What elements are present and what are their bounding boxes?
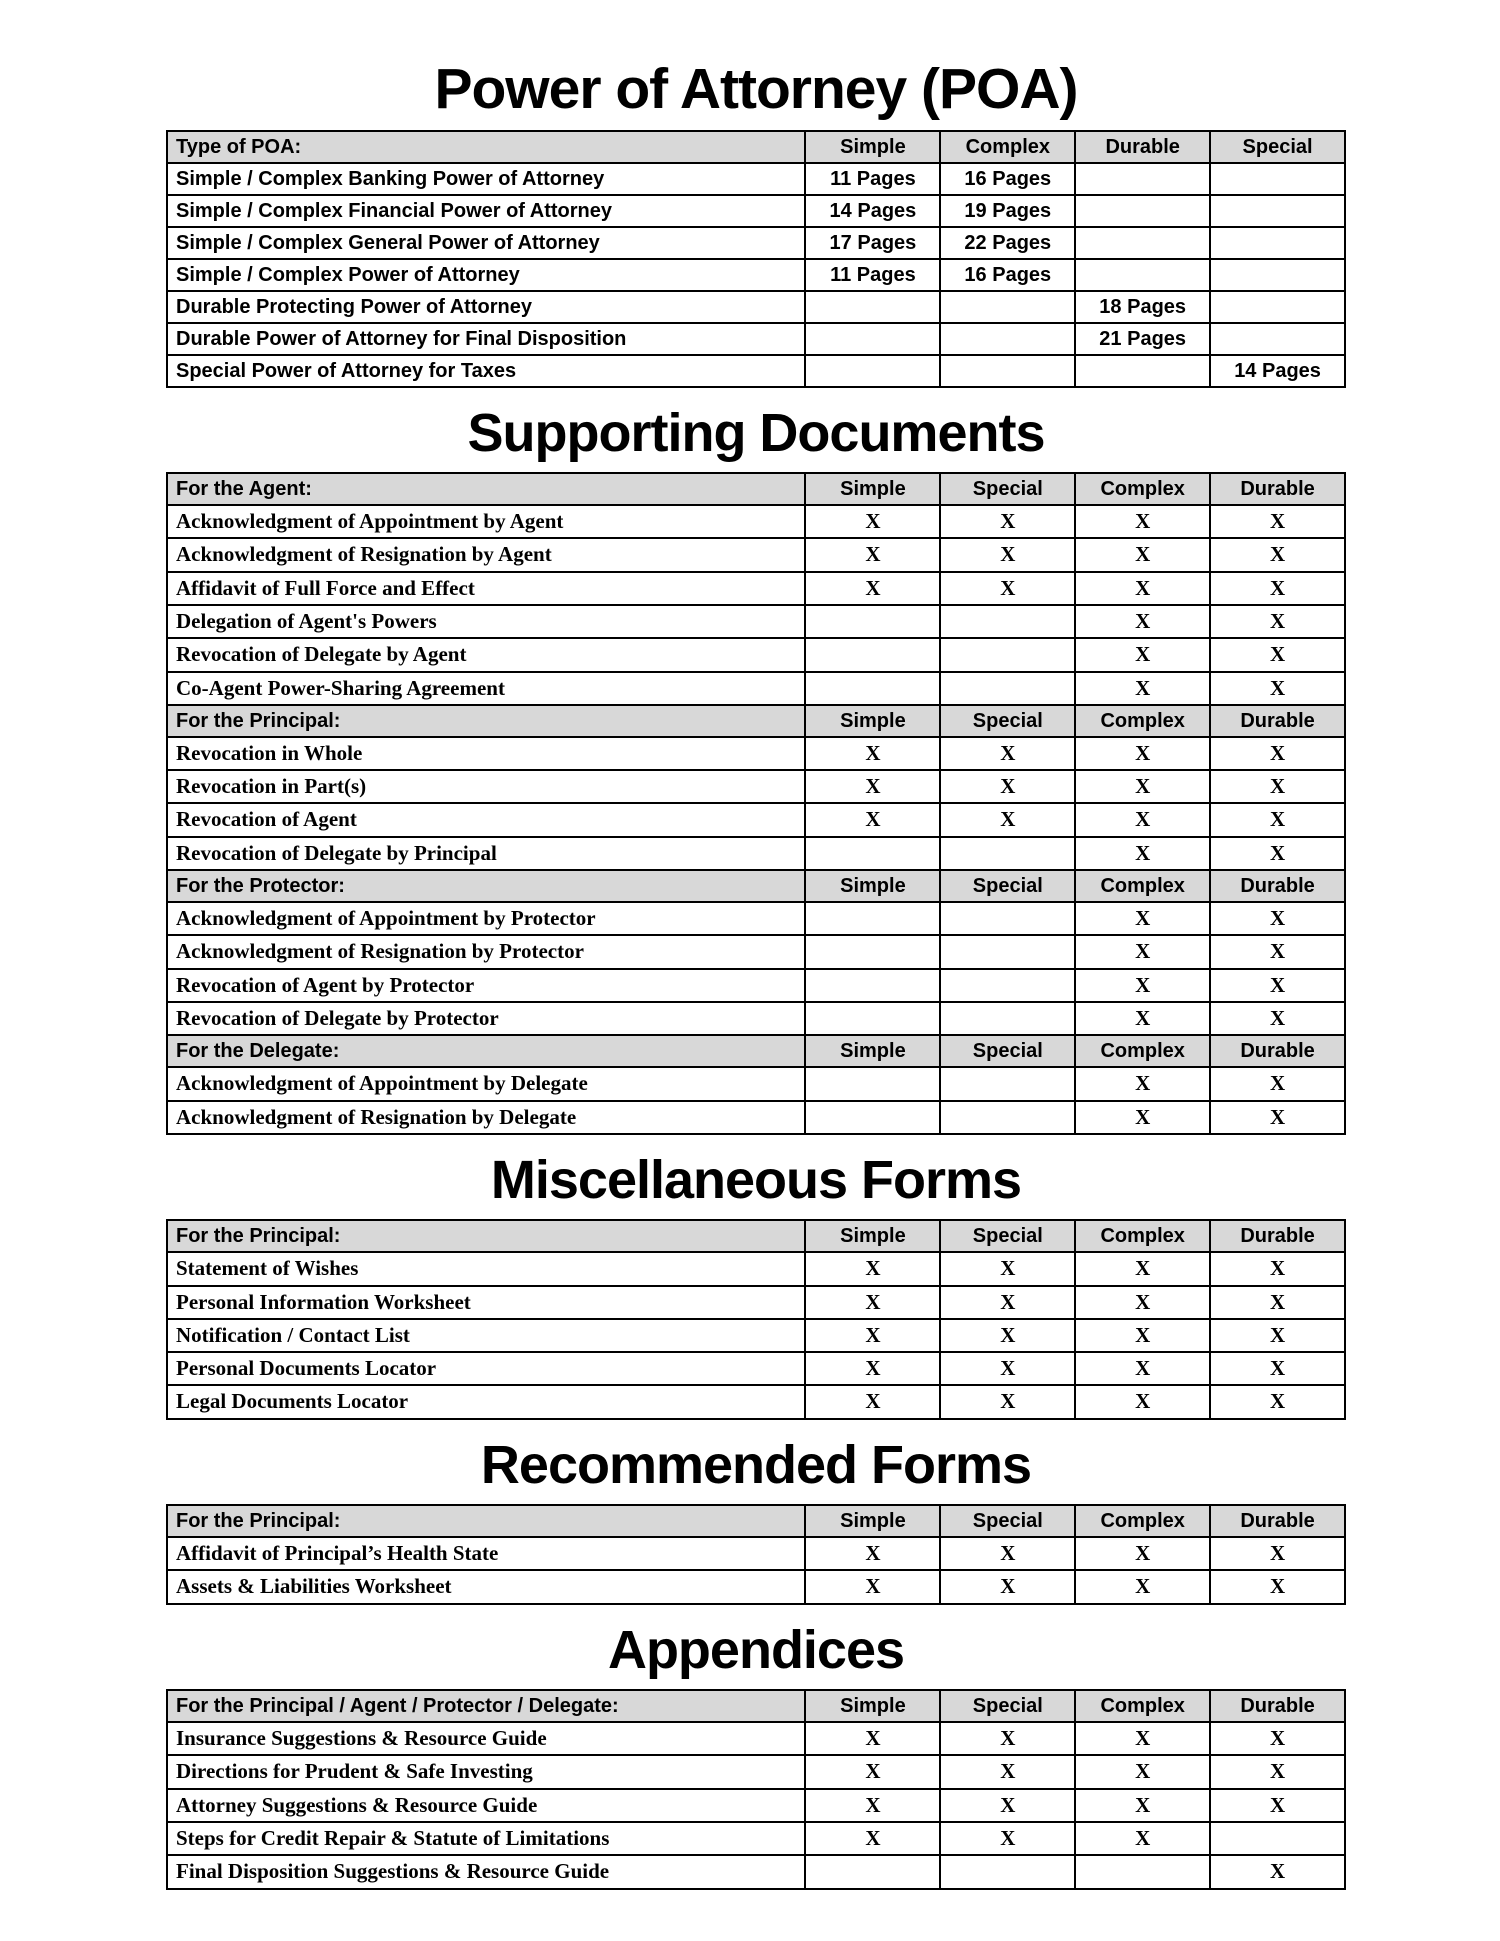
row-value [940, 638, 1075, 671]
row-value: X [940, 1319, 1075, 1352]
miscellaneous-table [166, 1219, 1346, 1419]
column-header: Special [940, 1505, 1075, 1537]
row-value: X [1210, 572, 1345, 605]
supporting-table [166, 472, 1346, 1135]
row-value: X [940, 737, 1075, 770]
appendices-table [166, 1689, 1346, 1889]
row-value: 16 Pages [940, 163, 1075, 195]
row-label: Revocation in Part(s) [167, 770, 805, 803]
row-value [805, 323, 940, 355]
row-value: X [1210, 1570, 1345, 1603]
row-value: X [805, 572, 940, 605]
table-row [167, 1101, 1345, 1134]
row-value: 11 Pages [805, 163, 940, 195]
group-header-label: For the Delegate: [167, 1035, 805, 1067]
row-value: 14 Pages [805, 195, 940, 227]
table-row [167, 737, 1345, 770]
table-row [167, 1385, 1345, 1418]
column-header: Complex [1075, 705, 1210, 737]
group-header-label: For the Principal / Agent / Protector / Delegate: [167, 1690, 805, 1722]
row-value [805, 902, 940, 935]
row-value [940, 355, 1075, 387]
row-value: X [940, 1570, 1075, 1603]
column-header: Complex [1075, 1220, 1210, 1252]
row-value: X [805, 770, 940, 803]
row-label: Personal Information Worksheet [167, 1286, 805, 1319]
row-value: X [940, 505, 1075, 538]
row-label: Personal Documents Locator [167, 1352, 805, 1385]
column-header: Complex [1075, 1505, 1210, 1537]
row-value: X [1075, 1755, 1210, 1788]
row-value: X [1075, 969, 1210, 1002]
row-label: Steps for Credit Repair & Statute of Limitations [167, 1822, 805, 1855]
row-value: X [1075, 672, 1210, 705]
row-value: X [805, 1789, 940, 1822]
column-header: Special [940, 473, 1075, 505]
row-value: X [1075, 605, 1210, 638]
row-value: X [1210, 1319, 1345, 1352]
table-header-row [167, 705, 1345, 737]
row-value [940, 935, 1075, 968]
row-value [1075, 355, 1210, 387]
row-label: Revocation in Whole [167, 737, 805, 770]
section-poa [166, 58, 1346, 388]
row-label: Notification / Contact List [167, 1319, 805, 1352]
table-header-row [167, 1220, 1345, 1252]
table-row [167, 1570, 1345, 1603]
row-value: X [940, 1789, 1075, 1822]
table-header-row [167, 473, 1345, 505]
table-row [167, 323, 1345, 355]
row-value: X [1210, 1067, 1345, 1100]
row-label: Revocation of Agent by Protector [167, 969, 805, 1002]
row-label: Final Disposition Suggestions & Resource Guide [167, 1855, 805, 1888]
column-header: Simple [805, 131, 940, 163]
row-value: X [940, 803, 1075, 836]
row-value: X [1075, 1286, 1210, 1319]
row-value [940, 291, 1075, 323]
row-value: X [805, 538, 940, 571]
row-value [805, 638, 940, 671]
row-value: X [805, 1385, 940, 1418]
row-value: X [805, 1755, 940, 1788]
row-value: X [1210, 737, 1345, 770]
section-title-poa: Power of Attorney (POA) [434, 57, 1078, 121]
table-row [167, 291, 1345, 323]
row-value: X [1075, 1385, 1210, 1418]
row-value: X [1075, 902, 1210, 935]
row-value: X [1210, 638, 1345, 671]
row-value: X [940, 770, 1075, 803]
row-value: X [805, 1822, 940, 1855]
row-value: X [940, 1385, 1075, 1418]
row-value: X [805, 803, 940, 836]
row-value [805, 291, 940, 323]
column-header: Special [1210, 131, 1345, 163]
table-header-row [167, 1505, 1345, 1537]
column-header: Simple [805, 1690, 940, 1722]
row-value: X [1210, 605, 1345, 638]
row-value: X [805, 737, 940, 770]
row-label: Acknowledgment of Appointment by Protector [167, 902, 805, 935]
row-value: X [1075, 505, 1210, 538]
row-value: X [1075, 1570, 1210, 1603]
row-label: Affidavit of Principal’s Health State [167, 1537, 805, 1570]
table-row [167, 770, 1345, 803]
column-header: Durable [1210, 1690, 1345, 1722]
row-value: X [1210, 1789, 1345, 1822]
row-label: Durable Protecting Power of Attorney [167, 291, 805, 323]
row-value: X [805, 1352, 940, 1385]
column-header: Durable [1075, 131, 1210, 163]
row-value: X [805, 1286, 940, 1319]
table-row [167, 1252, 1345, 1285]
row-value: X [1075, 737, 1210, 770]
row-value: X [1075, 1002, 1210, 1035]
row-value: X [805, 1722, 940, 1755]
table-row [167, 227, 1345, 259]
row-label: Acknowledgment of Resignation by Protector [167, 935, 805, 968]
row-label: Simple / Complex General Power of Attorney [167, 227, 805, 259]
row-value [805, 355, 940, 387]
row-value: X [940, 1537, 1075, 1570]
row-value: X [1210, 770, 1345, 803]
row-value: X [1210, 672, 1345, 705]
column-header: Simple [805, 1035, 940, 1067]
row-value [805, 1101, 940, 1134]
column-header: Simple [805, 1505, 940, 1537]
group-header-label: For the Principal: [167, 1220, 805, 1252]
table-row [167, 672, 1345, 705]
table-row [167, 355, 1345, 387]
row-label: Acknowledgment of Appointment by Agent [167, 505, 805, 538]
column-header: Special [940, 1035, 1075, 1067]
row-value: X [1075, 1319, 1210, 1352]
row-label: Revocation of Delegate by Protector [167, 1002, 805, 1035]
row-value: X [1210, 1537, 1345, 1570]
column-header: Special [940, 870, 1075, 902]
table-header-row [167, 1035, 1345, 1067]
row-value: X [940, 538, 1075, 571]
row-value: X [1210, 1101, 1345, 1134]
row-value: 22 Pages [940, 227, 1075, 259]
column-header: Durable [1210, 1220, 1345, 1252]
recommended-table [166, 1504, 1346, 1605]
row-value [1075, 195, 1210, 227]
row-value [805, 1002, 940, 1035]
row-value [940, 323, 1075, 355]
row-value: X [1075, 1101, 1210, 1134]
row-label: Acknowledgment of Resignation by Delegate [167, 1101, 805, 1134]
section-appendices [166, 1621, 1346, 1890]
row-value: X [1210, 1722, 1345, 1755]
row-value: X [940, 1722, 1075, 1755]
row-value [1075, 259, 1210, 291]
section-supporting [166, 404, 1346, 1135]
row-value [940, 1067, 1075, 1100]
row-value: X [1210, 1002, 1345, 1035]
row-label: Affidavit of Full Force and Effect [167, 572, 805, 605]
row-value: X [940, 1286, 1075, 1319]
row-value: X [940, 1755, 1075, 1788]
row-value: 17 Pages [805, 227, 940, 259]
section-recommended [166, 1436, 1346, 1605]
row-label: Acknowledgment of Resignation by Agent [167, 538, 805, 571]
row-value [1075, 163, 1210, 195]
row-value: X [1075, 1822, 1210, 1855]
row-value: X [1210, 969, 1345, 1002]
row-value [805, 969, 940, 1002]
row-value [1210, 227, 1345, 259]
table-row [167, 1537, 1345, 1570]
row-value: 11 Pages [805, 259, 940, 291]
table-header-row [167, 131, 1345, 163]
row-value [805, 672, 940, 705]
row-value: X [940, 1352, 1075, 1385]
row-label: Revocation of Delegate by Principal [167, 837, 805, 870]
row-value: X [940, 1252, 1075, 1285]
row-label: Simple / Complex Financial Power of Attorney [167, 195, 805, 227]
row-label: Attorney Suggestions & Resource Guide [167, 1789, 805, 1822]
column-header: Complex [940, 131, 1075, 163]
row-value: X [1075, 1537, 1210, 1570]
row-label: Revocation of Agent [167, 803, 805, 836]
row-value [940, 969, 1075, 1002]
column-header: Durable [1210, 1035, 1345, 1067]
row-label: Co-Agent Power-Sharing Agreement [167, 672, 805, 705]
column-header: Special [940, 1690, 1075, 1722]
row-value [1210, 195, 1345, 227]
table-row [167, 1352, 1345, 1385]
row-value: X [1075, 572, 1210, 605]
row-value: X [1210, 1385, 1345, 1418]
table-row [167, 195, 1345, 227]
column-header: Durable [1210, 870, 1345, 902]
table-header-row [167, 870, 1345, 902]
row-value: X [1075, 803, 1210, 836]
row-value: X [805, 1252, 940, 1285]
column-header: Simple [805, 1220, 940, 1252]
poa-table [166, 130, 1346, 388]
table-row [167, 572, 1345, 605]
row-value: X [940, 1822, 1075, 1855]
table-row [167, 638, 1345, 671]
row-value: 16 Pages [940, 259, 1075, 291]
row-value: X [1075, 1722, 1210, 1755]
column-header: Durable [1210, 1505, 1345, 1537]
section-title-supporting: Supporting Documents [467, 402, 1045, 463]
table-header-row [167, 1690, 1345, 1722]
row-value [1210, 259, 1345, 291]
group-header-label: For the Protector: [167, 870, 805, 902]
column-header: Simple [805, 870, 940, 902]
row-value [1075, 1855, 1210, 1888]
row-value: X [1210, 1252, 1345, 1285]
row-value: 18 Pages [1075, 291, 1210, 323]
column-header: Complex [1075, 1035, 1210, 1067]
row-value: X [1210, 837, 1345, 870]
table-row [167, 837, 1345, 870]
column-header: Durable [1210, 473, 1345, 505]
row-label: Statement of Wishes [167, 1252, 805, 1285]
row-value: X [805, 1570, 940, 1603]
row-value: X [1075, 1352, 1210, 1385]
table-row [167, 538, 1345, 571]
row-value: X [1075, 1789, 1210, 1822]
table-row [167, 1002, 1345, 1035]
row-value: X [1210, 538, 1345, 571]
table-row [167, 163, 1345, 195]
row-value [940, 902, 1075, 935]
row-value [1210, 1822, 1345, 1855]
row-value: X [1075, 1067, 1210, 1100]
column-header: Special [940, 1220, 1075, 1252]
row-value [1210, 291, 1345, 323]
table-row [167, 1789, 1345, 1822]
table-row [167, 1855, 1345, 1888]
section-title-miscellaneous: Miscellaneous Forms [490, 1149, 1022, 1210]
group-header-label: For the Principal: [167, 705, 805, 737]
row-value: X [1075, 935, 1210, 968]
row-value [1075, 227, 1210, 259]
row-value: X [1210, 1855, 1345, 1888]
row-value: X [1210, 505, 1345, 538]
row-value [1210, 163, 1345, 195]
table-row [167, 1755, 1345, 1788]
row-value [940, 1855, 1075, 1888]
row-label: Insurance Suggestions & Resource Guide [167, 1722, 805, 1755]
row-value [940, 837, 1075, 870]
row-value [940, 605, 1075, 638]
row-value [940, 1101, 1075, 1134]
table-row [167, 969, 1345, 1002]
row-value: X [1210, 1755, 1345, 1788]
table-row [167, 1319, 1345, 1352]
row-value: X [1075, 538, 1210, 571]
table-row [167, 1067, 1345, 1100]
row-value: 21 Pages [1075, 323, 1210, 355]
column-header: Simple [805, 473, 940, 505]
table-row [167, 1722, 1345, 1755]
row-value: X [1210, 803, 1345, 836]
group-header-label: For the Principal: [167, 1505, 805, 1537]
row-value [805, 935, 940, 968]
row-value: X [805, 1319, 940, 1352]
table-row [167, 259, 1345, 291]
column-header: Simple [805, 705, 940, 737]
column-header: Complex [1075, 870, 1210, 902]
row-label: Legal Documents Locator [167, 1385, 805, 1418]
column-header: Durable [1210, 705, 1345, 737]
row-value: X [1075, 770, 1210, 803]
row-label: Assets & Liabilities Worksheet [167, 1570, 805, 1603]
sections-container [166, 58, 1346, 1890]
row-value [940, 672, 1075, 705]
row-label: Acknowledgment of Appointment by Delegate [167, 1067, 805, 1100]
table-row [167, 505, 1345, 538]
table-row [167, 605, 1345, 638]
table-row [167, 803, 1345, 836]
row-label: Delegation of Agent's Powers [167, 605, 805, 638]
row-value [805, 837, 940, 870]
section-title-recommended: Recommended Forms [480, 1434, 1032, 1495]
table-row [167, 902, 1345, 935]
row-label: Directions for Prudent & Safe Investing [167, 1755, 805, 1788]
row-value: X [1075, 1252, 1210, 1285]
row-value [805, 605, 940, 638]
row-value: X [1210, 902, 1345, 935]
column-header: Complex [1075, 473, 1210, 505]
row-label: Revocation of Delegate by Agent [167, 638, 805, 671]
row-value: 19 Pages [940, 195, 1075, 227]
row-value: X [1210, 1286, 1345, 1319]
table-row [167, 935, 1345, 968]
row-value [940, 1002, 1075, 1035]
row-value: X [805, 505, 940, 538]
row-value: X [1210, 1352, 1345, 1385]
row-label: Simple / Complex Banking Power of Attorney [167, 163, 805, 195]
row-label: Simple / Complex Power of Attorney [167, 259, 805, 291]
row-label: Durable Power of Attorney for Final Disposition [167, 323, 805, 355]
row-label: Special Power of Attorney for Taxes [167, 355, 805, 387]
row-value [1210, 323, 1345, 355]
section-title-appendices: Appendices [607, 1619, 905, 1680]
row-value: X [940, 572, 1075, 605]
group-header-label: Type of POA: [167, 131, 805, 163]
row-value [805, 1855, 940, 1888]
row-value [805, 1067, 940, 1100]
row-value: 14 Pages [1210, 355, 1345, 387]
group-header-label: For the Agent: [167, 473, 805, 505]
section-miscellaneous [166, 1151, 1346, 1420]
row-value: X [805, 1537, 940, 1570]
table-row [167, 1822, 1345, 1855]
row-value: X [1210, 935, 1345, 968]
row-value: X [1075, 638, 1210, 671]
table-row [167, 1286, 1345, 1319]
row-value: X [1075, 837, 1210, 870]
column-header: Complex [1075, 1690, 1210, 1722]
column-header: Special [940, 705, 1075, 737]
